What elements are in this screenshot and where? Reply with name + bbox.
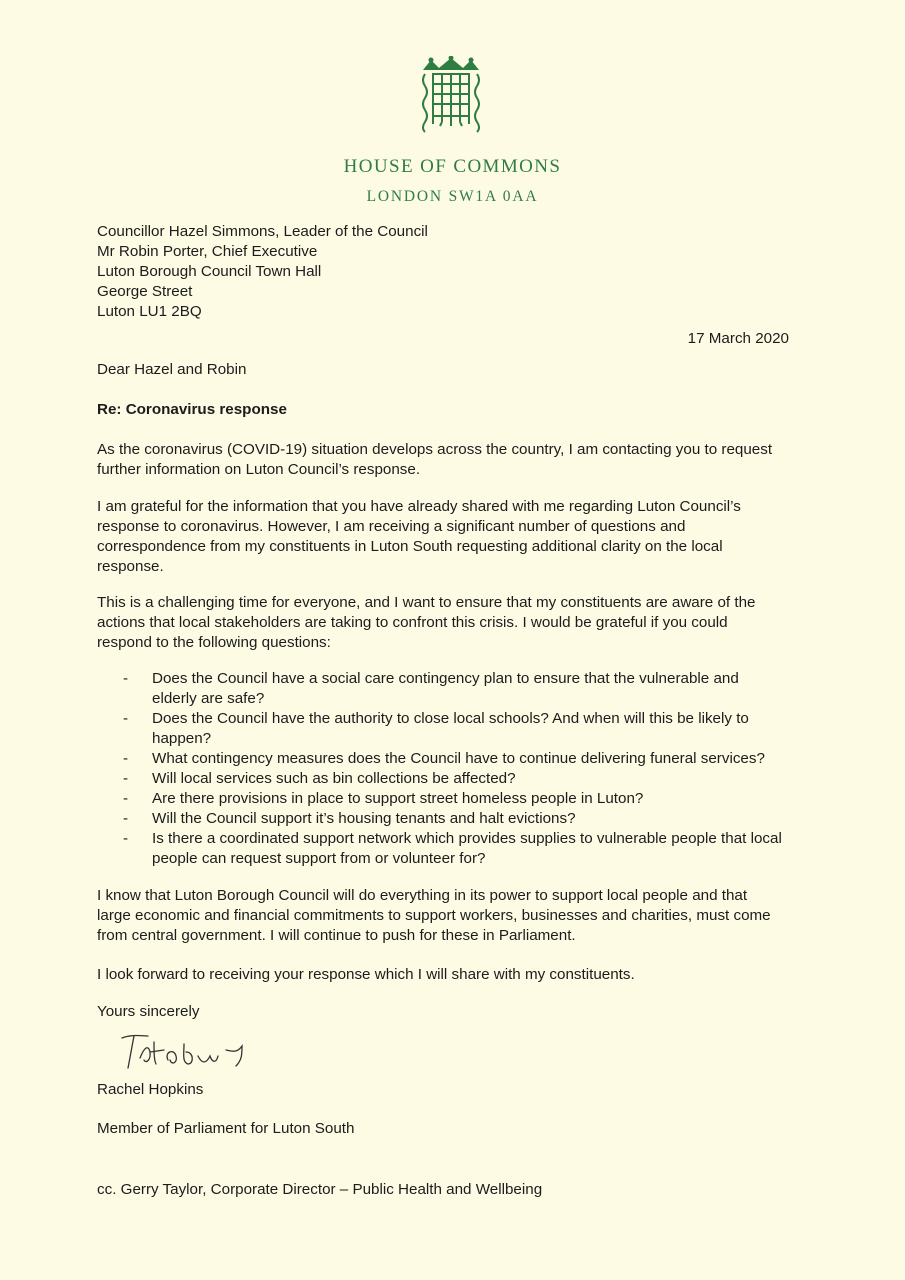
signatory-role: Member of Parliament for Luton South bbox=[97, 1120, 355, 1137]
list-item bbox=[97, 769, 797, 789]
list-item bbox=[97, 809, 797, 829]
institution-title: HOUSE OF COMMONS bbox=[343, 156, 562, 177]
list-item bbox=[97, 789, 797, 809]
paragraph-line: response to coronavirus. However, I am receiving a significant number of questions and bbox=[97, 518, 686, 535]
list-item bbox=[97, 709, 797, 749]
dash-bullet: - bbox=[123, 710, 129, 727]
paragraph-line: respond to the following questions: bbox=[97, 634, 331, 651]
question-line: Will local services such as bin collections be affected? bbox=[152, 770, 516, 787]
question-line: Will the Council support it’s housing tenants and halt evictions? bbox=[152, 810, 576, 827]
paragraph-line: from central government. I will continue to push for these in Parliament. bbox=[97, 927, 576, 944]
dash-bullet: - bbox=[123, 770, 129, 787]
question-line: Does the Council have the authority to close local schools? And when will this be likely to bbox=[152, 710, 749, 727]
paragraph-line: I know that Luton Borough Council will do everything in its power to support local people and that bbox=[97, 887, 748, 904]
dash-bullet: - bbox=[123, 790, 129, 807]
address-line: Luton Borough Council Town Hall bbox=[97, 263, 322, 280]
subject-line: Re: Coronavirus response bbox=[97, 401, 287, 418]
question-line: Are there provisions in place to support street homeless people in Luton? bbox=[152, 790, 644, 807]
letter-date: 17 March 2020 bbox=[687, 330, 789, 347]
paragraph-line: I am grateful for the information that you have already shared with me regarding Luton Council’s bbox=[97, 498, 741, 515]
list-item bbox=[97, 749, 797, 769]
valediction: Yours sincerely bbox=[97, 1003, 200, 1020]
paragraph-intro bbox=[97, 440, 797, 480]
paragraph-line: I look forward to receiving your response which I will share with my constituents. bbox=[97, 966, 635, 983]
paragraph-line: large economic and financial commitments to support workers, businesses and charities, must come bbox=[97, 907, 771, 924]
address-line: Luton LU1 2BQ bbox=[97, 303, 202, 320]
handwritten-signature bbox=[118, 1030, 258, 1072]
question-line: people can request support from or volunteer for? bbox=[152, 850, 486, 867]
paragraph-closing bbox=[97, 965, 797, 985]
salutation: Dear Hazel and Robin bbox=[97, 361, 247, 378]
cc-line: cc. Gerry Taylor, Corporate Director – Public Health and Wellbeing bbox=[97, 1181, 543, 1198]
paragraph-line: As the coronavirus (COVID-19) situation develops across the country, I am contacting you to request bbox=[97, 441, 773, 458]
question-line: Is there a coordinated support network which provides supplies to vulnerable people that local bbox=[152, 830, 782, 847]
question-line: What contingency measures does the Council have to continue delivering funeral services? bbox=[152, 750, 765, 767]
signatory-name: Rachel Hopkins bbox=[97, 1081, 204, 1098]
institution-address: LONDON SW1A 0AA bbox=[366, 188, 539, 205]
address-line: George Street bbox=[97, 283, 193, 300]
question-line: happen? bbox=[152, 730, 212, 747]
paragraph-line: actions that local stakeholders are taking to confront this crisis. I would be grateful if you could bbox=[97, 614, 728, 631]
questions-list bbox=[97, 669, 797, 869]
dash-bullet: - bbox=[123, 750, 129, 767]
paragraph-context bbox=[97, 497, 797, 577]
paragraph-line: This is a challenging time for everyone, and I want to ensure that my constituents are aware of the bbox=[97, 594, 756, 611]
recipient-address bbox=[97, 222, 797, 322]
paragraph-line: further information on Luton Council’s response. bbox=[97, 461, 421, 478]
address-line: Mr Robin Porter, Chief Executive bbox=[97, 243, 318, 260]
dash-bullet: - bbox=[123, 670, 129, 687]
list-item bbox=[97, 829, 797, 869]
list-item bbox=[97, 669, 797, 709]
dash-bullet: - bbox=[123, 830, 129, 847]
paragraph-commitment bbox=[97, 886, 797, 946]
paragraph-line: response. bbox=[97, 558, 164, 575]
portcullis-crest-icon bbox=[417, 56, 485, 134]
paragraph-line: correspondence from my constituents in Luton South requesting additional clarity on the local bbox=[97, 538, 723, 555]
address-line: Councillor Hazel Simmons, Leader of the Council bbox=[97, 223, 428, 240]
paragraph-request bbox=[97, 593, 797, 653]
dash-bullet: - bbox=[123, 810, 129, 827]
question-line: elderly are safe? bbox=[152, 690, 265, 707]
question-line: Does the Council have a social care contingency plan to ensure that the vulnerable and bbox=[152, 670, 739, 687]
